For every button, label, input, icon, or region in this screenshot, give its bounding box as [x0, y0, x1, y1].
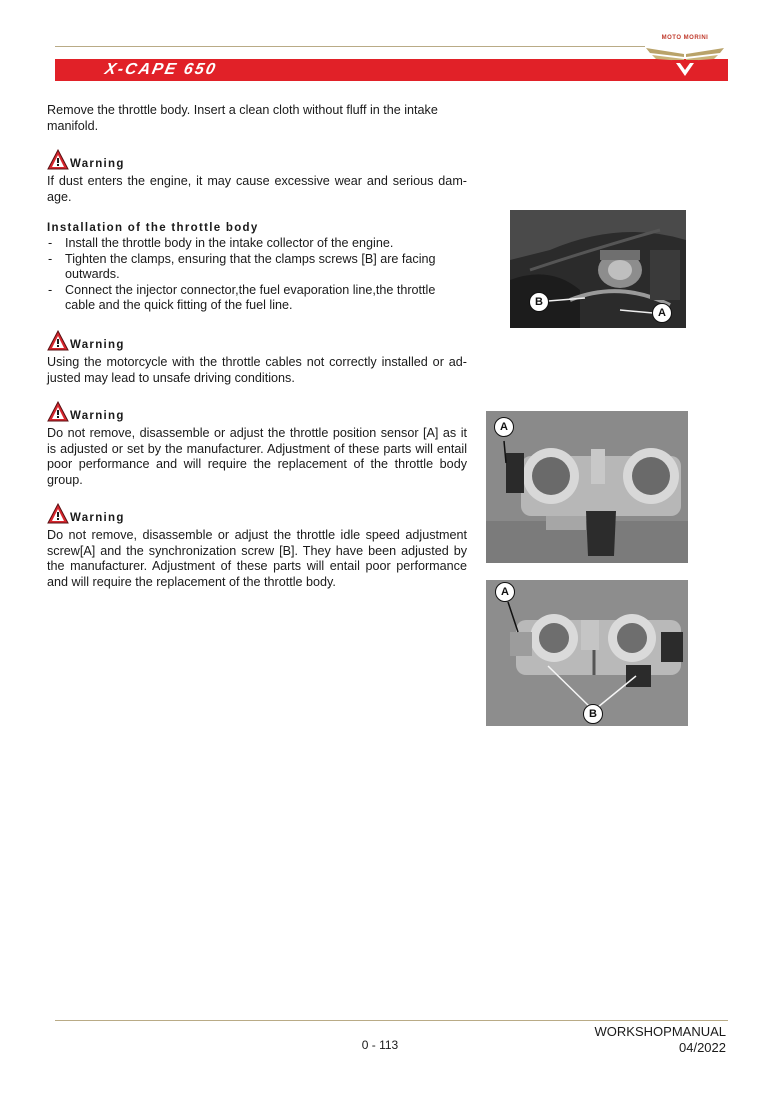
header-rule — [55, 46, 645, 47]
eagle-wings-icon — [644, 42, 726, 82]
model-title: X-CAPE 650 — [103, 61, 219, 78]
brand-logo-text: MOTO MORINI — [661, 35, 709, 41]
warning-2-text: Using the motorcycle with the throttle cables not correctly installed or ad-justed may lead to unsafe driving conditions. — [47, 355, 467, 385]
warning-1-text: If dust enters the engine, it may cause excessive wear and serious dam-age. — [47, 174, 467, 204]
warning-heading-1 — [47, 149, 125, 173]
throttle-body-image — [486, 411, 688, 563]
installation-step: - Connect the injector connector,the fuel evaporation line,the throttle cable and the quick fitting of the fuel line. — [47, 283, 457, 314]
brand-logo — [644, 35, 726, 81]
intro-text: Remove the throttle body. Insert a clean cloth without fluff in the intake manifold. — [47, 103, 438, 133]
warning-icon — [47, 401, 69, 422]
installation-step: - Tighten the clamps, ensuring that the clamps screws [B] are facing outwards. — [47, 252, 457, 283]
callout-label: B — [529, 292, 549, 312]
footer-manual-info — [560, 1024, 726, 1056]
installed-throttle-photo — [510, 210, 686, 328]
callout-label: A — [494, 417, 514, 437]
header-banner — [55, 59, 728, 81]
callout-label: B — [583, 704, 603, 724]
callout-label: A — [652, 303, 672, 323]
warning-3-text: Do not remove, disassemble or adjust the throttle position sensor [A] as it is adjusted or set by the manufacturer. Adjustment of these parts will entail poor performance and will require the replacement of the throttle body group. — [47, 426, 467, 487]
footer-rule — [55, 1020, 728, 1021]
installation-steps — [47, 236, 457, 314]
warning-icon — [47, 503, 69, 524]
warning-icon — [47, 149, 69, 170]
throttle-body-top-photo — [486, 580, 688, 726]
warning-4-text: Do not remove, disassemble or adjust the throttle idle speed adjustment screw[A] and the synchronization screw [B]. They have been adjusted by the manufacturer. Adjustment of these parts will entail poor performance and will require the replacement of the throttle body. — [47, 528, 467, 589]
warning-label: Warning — [70, 512, 125, 524]
warning-heading-4 — [47, 503, 125, 527]
installation-step: - Install the throttle body in the intake collector of the engine. — [47, 236, 457, 252]
installation-heading: Installation of the throttle body — [47, 222, 259, 234]
throttle-body-photo — [486, 411, 688, 563]
throttle-body-top-image — [486, 580, 688, 726]
warning-label: Warning — [70, 158, 125, 170]
callout-label: A — [495, 582, 515, 602]
manual-date: 04/2022 — [679, 1040, 726, 1055]
warning-label: Warning — [70, 339, 125, 351]
warning-heading-3 — [47, 401, 125, 425]
warning-heading-2 — [47, 330, 125, 354]
page-number: 0 - 113 — [361, 1038, 399, 1052]
warning-label: Warning — [70, 410, 125, 422]
manual-title: WORKSHOPMANUAL — [594, 1024, 726, 1039]
warning-icon — [47, 330, 69, 351]
